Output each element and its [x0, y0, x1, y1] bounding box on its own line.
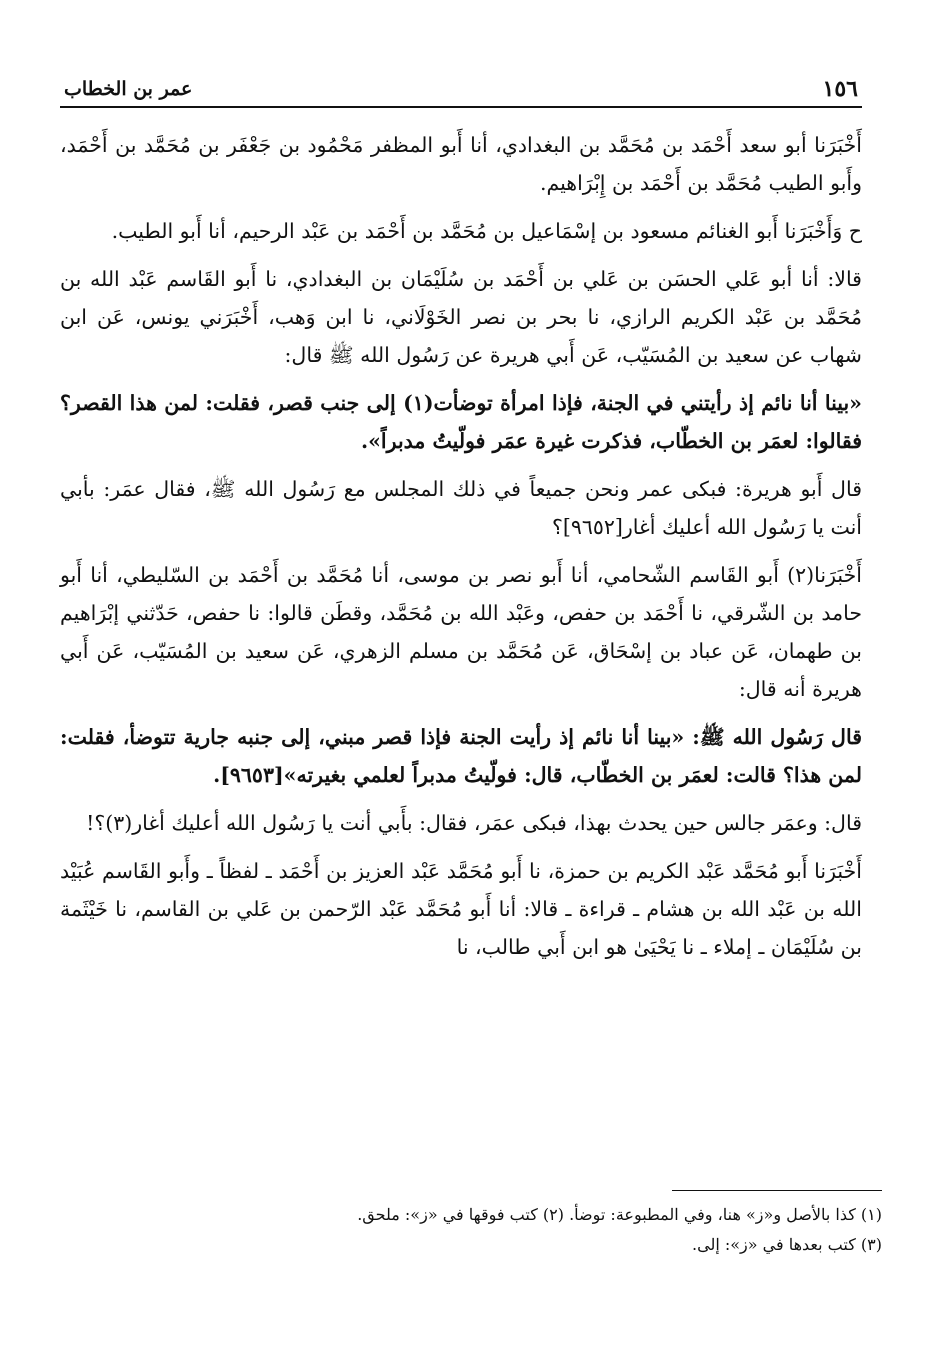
book-page	[60, 70, 862, 976]
paragraph-2: ح وَأَخْبَرَنا أَبو الغنائم مسعود بن إسْمَاعيل بن مُحَمَّد بن أَحْمَد بن عَبْد الرحيم، أنا أَبو الطيب.	[111, 219, 862, 243]
footnote-divider	[672, 1190, 882, 1191]
hadith-text-1: «بينا أنا نائم إذ رأيتني في الجنة، فإذا امرأة توضأت(١) إلى جنب قصر، فقلت: لمن هذا القصر؟ فقالوا: لعمَر بن الخطّاب، فذكرت غيرة عمَر فولّيتُ مدبراً».	[60, 391, 862, 453]
footnote-line-2: (٣) كتب بعدها في «ز»: إلى.	[692, 1235, 882, 1254]
footnote-line-1: (١) كذا بالأصل و«ز» هنا، وفي المطبوعة: توضأ. (٢) كتب فوقها في «ز»: ملحق.	[357, 1205, 882, 1224]
paragraph-1: أَخْبَرَنا أبو سعد أَحْمَد بن مُحَمَّد بن البغدادي، أنا أَبو المظفر مَحْمُود بن جَعْفَر بن مُحَمَّد بن أَحْمَد، وأَبو الطيب مُحَمَّد بن أَحْمَد بن إِبْرَاهيم.	[60, 133, 862, 195]
hadith-text-2: قال رَسُول الله ﷺ: «بينا أنا نائم إذ رأيت الجنة فإذا قصر مبني، إلى جنبه جارية تتوضأ، فقلت: لمن هذا؟ قالت: لعمَر بن الخطّاب، قال: فولّيتُ مدبراً لعلمي بغيرته»[٩٦٥٣].	[60, 725, 862, 787]
paragraph-9: أَخْبَرَنا أَبو مُحَمَّد عَبْد الكريم بن حمزة، نا أَبو مُحَمَّد عَبْد العزيز بن أَحْمَد ـ لفظاً ـ وأَبو القَاسم عُبَيْد الله بن عَبْد الله بن هشام ـ قراءة ـ قالا: أنا أَبو مُحَمَّد عَبْد الرّحمن بن عَلي بن القاسم، نا خَيْثَمة بن سُلَيْمَان ـ إملاء ـ نا يَحْيَىٰ هو ابن أَبي طالب، نا	[60, 859, 862, 959]
paragraph-6: أَخْبَرَنا(٢) أَبو القَاسم الشّحامي، أنا أَبو نصر بن موسى، أنا مُحَمَّد بن أَحْمَد بن السّليطي، أنا أَبو حامد بن الشّرقي، نا أَحْمَد بن حفص، وعَبْد الله بن مُحَمَّد، وقطَن قالوا: نا حفص، حَدّثني إبْرَاهيم بن طهمان، عَن عباد بن إسْحَاق، عَن مُحَمَّد بن مسلم الزهري، عَن سعيد بن المُسَيّب، عَن أَبي هريرة أنه قال:	[60, 563, 862, 701]
page-number: ١٥٦	[822, 76, 858, 102]
footnotes	[80, 1200, 882, 1260]
main-text	[60, 126, 862, 966]
paragraph-8: قال: وعمَر جالس حين يحدث بهذا، فبكى عمَر، فقال: بأَبي أنت يا رَسُول الله أعليك أغار(٣)؟!	[86, 811, 862, 835]
paragraph-3: قالا: أنا أبو عَلي الحسَن بن عَلي بن أَحْمَد بن سُلَيْمَان بن البغدادي، نا أَبو القَاسم عَبْد الله بن مُحَمَّد بن عَبْد الكريم الرازي، نا بحر بن نصر الخَوْلَاني، نا ابن وَهب، أَخْبَرَني يونس، عَن ابن شهاب عن سعيد بن المُسَيّب، عَن أَبي هريرة عن رَسُول الله ﷺ قال:	[60, 267, 862, 367]
running-title: عمر بن الخطاب	[64, 78, 193, 100]
paragraph-5: قال أَبو هريرة: فبكى عمر ونحن جميعاً في ذلك المجلس مع رَسُول الله ﷺ، فقال عمَر: بأبي أنت يا رَسُول الله أعليك أغار[٩٦٥٢]؟	[60, 477, 862, 539]
page-header	[60, 70, 862, 108]
